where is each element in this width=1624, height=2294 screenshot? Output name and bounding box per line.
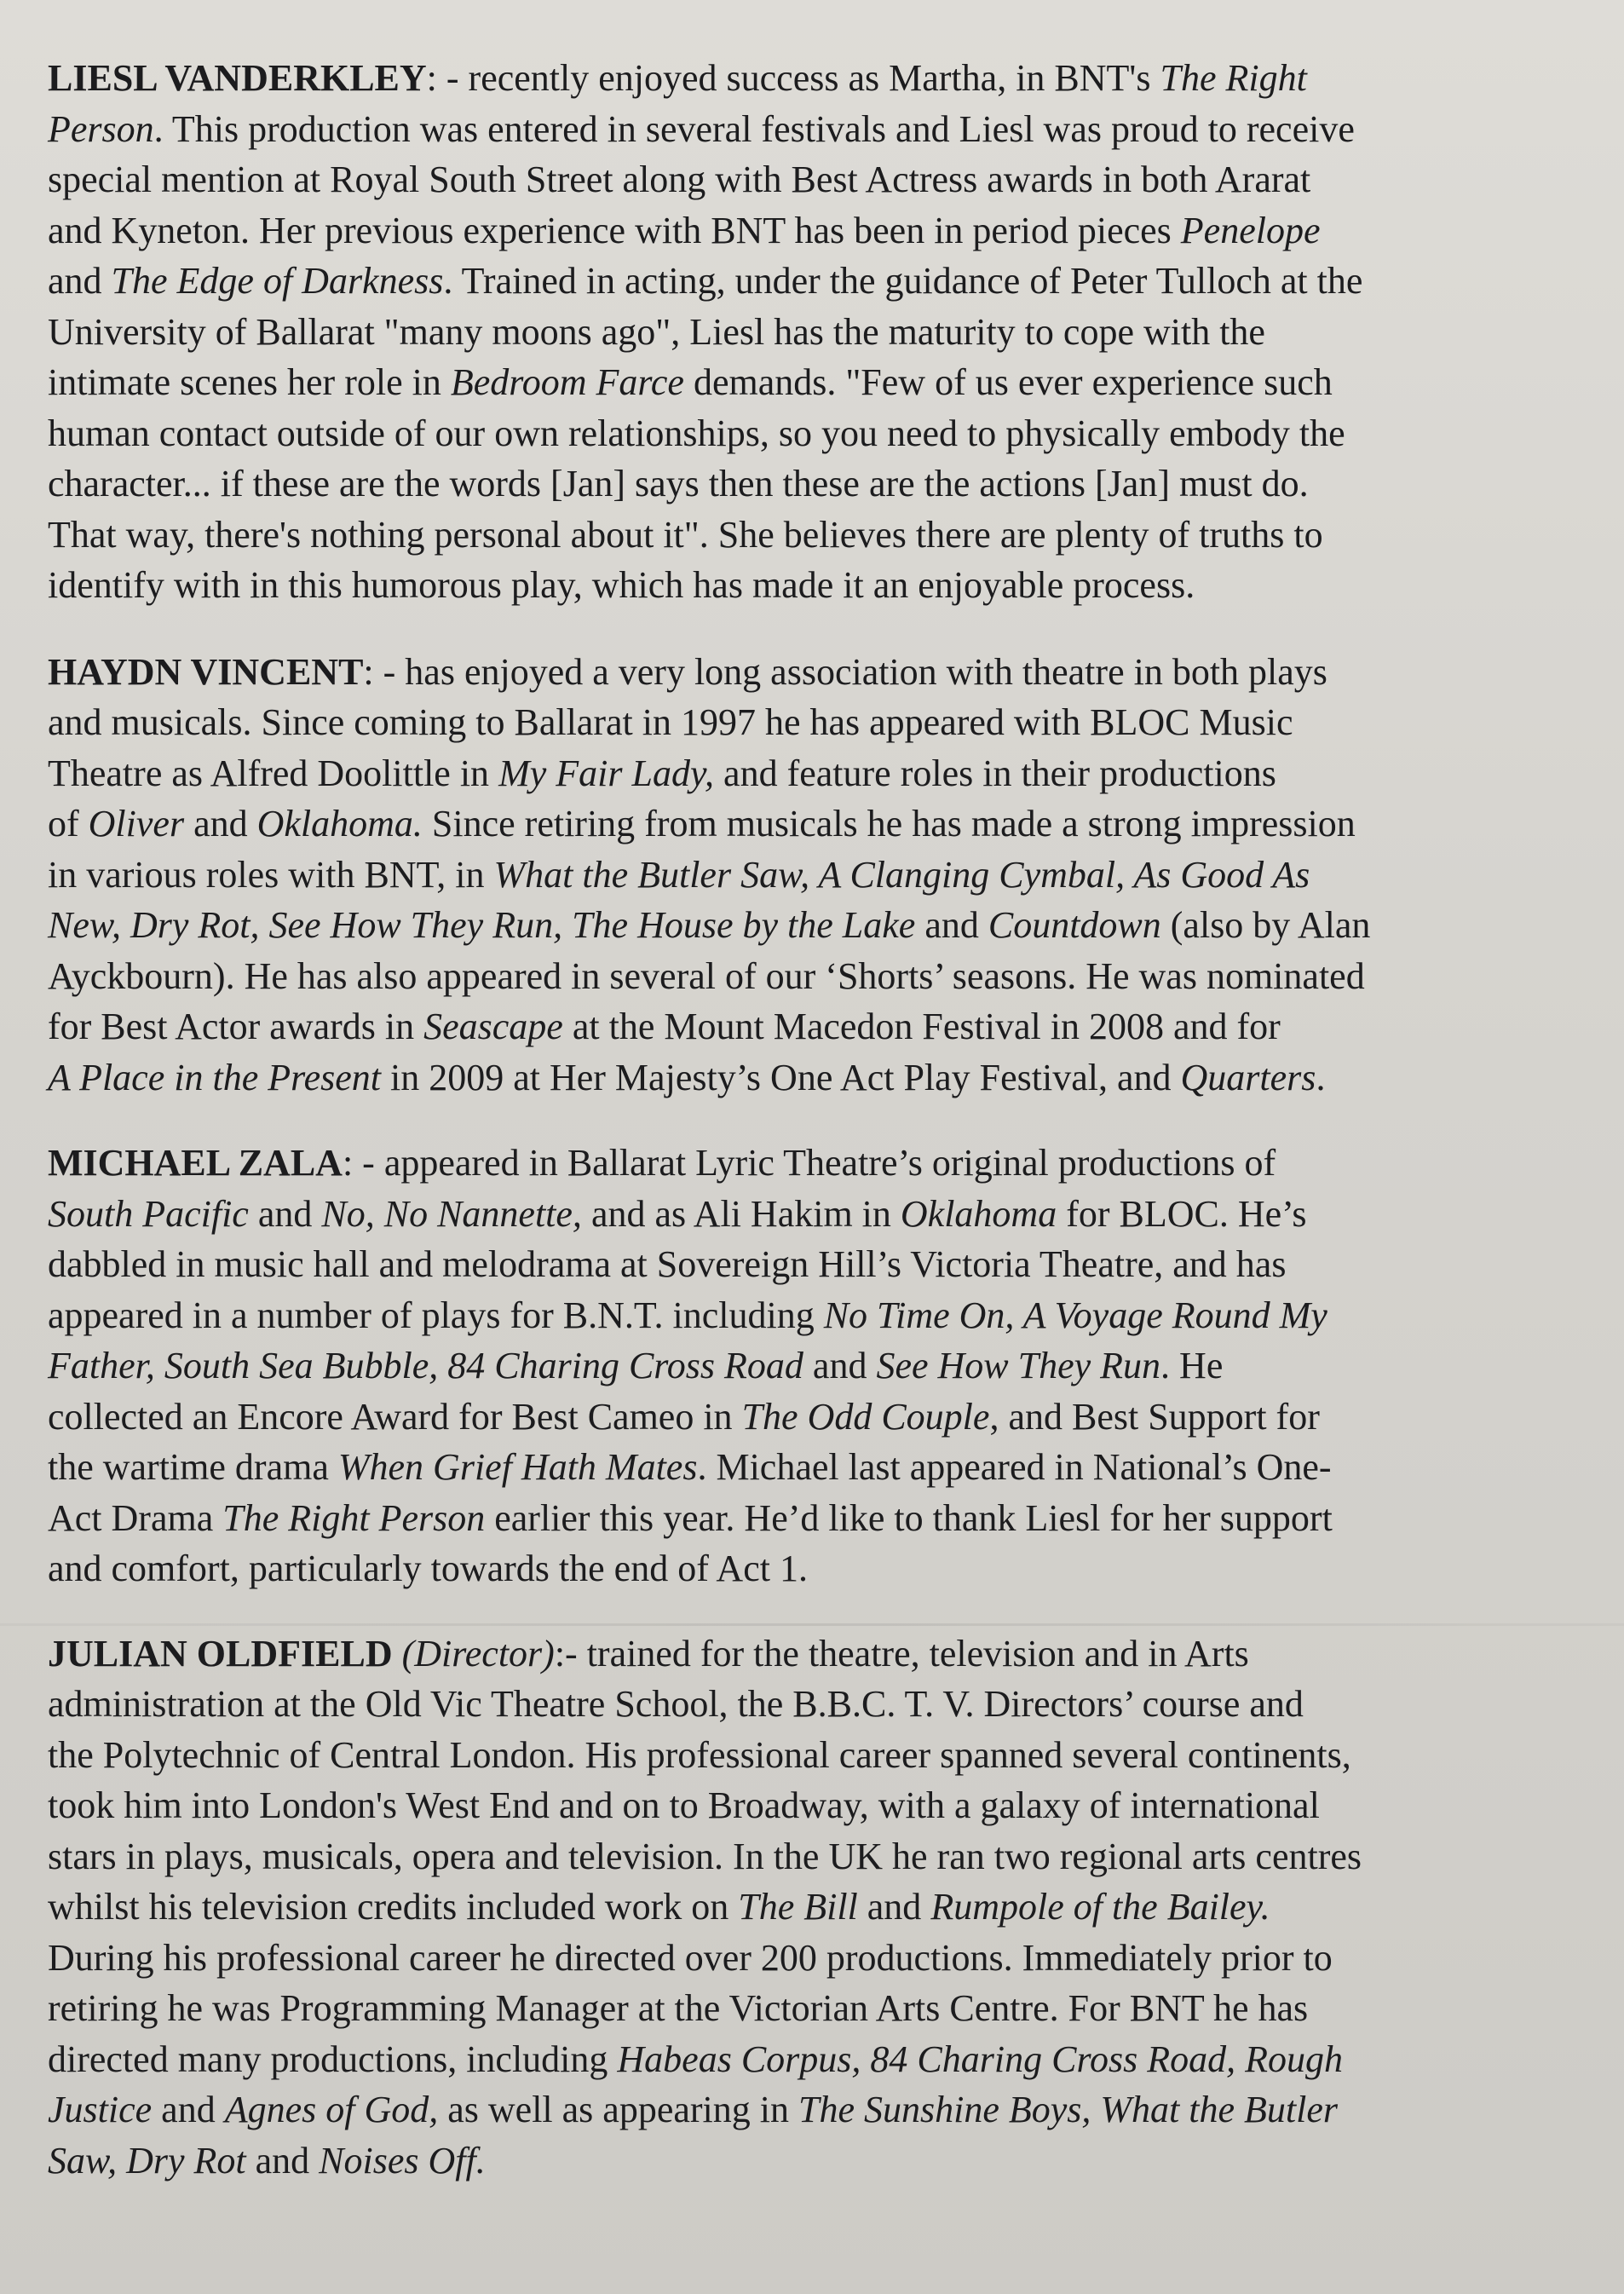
bio-text: for BLOC. He’s	[1057, 1192, 1307, 1235]
bio-text: and	[803, 1345, 877, 1386]
bio-line	[48, 1780, 1590, 1831]
bio-line	[48, 951, 1590, 1002]
bio-line	[48, 647, 1590, 698]
bio-text: Act Drama	[48, 1496, 223, 1539]
bio-line	[48, 1290, 1590, 1341]
bio-text: collected an Encore Award for Best Cameo in	[48, 1395, 742, 1438]
cast-bios	[48, 53, 1590, 2222]
bio-line	[48, 458, 1590, 510]
bio-line	[48, 2034, 1590, 2085]
bio-text: (also by Alan	[1160, 904, 1371, 946]
bio-line	[48, 1543, 1590, 1594]
bio-line	[48, 1392, 1590, 1443]
bio-text: the wartime drama	[48, 1446, 338, 1488]
bio-text: retiring he was Programming Manager at the Victorian Arts Centre. For BNT he has	[48, 1987, 1309, 2029]
bio-text: special mention at Royal South Street along with Best Actress awards in both Ararat	[48, 159, 1311, 200]
bio-text: Ayckbourn). He has also appeared in several of our ‘Shorts’ seasons. He was nominated	[48, 954, 1365, 997]
italic-title: Person	[48, 107, 154, 150]
bio-text: :- trained for the theatre, television and in Arts	[554, 1632, 1249, 1674]
bio-text: took him into London's West End and on to Broadway, with a galaxy of international	[48, 1784, 1320, 1826]
italic-title: The Edge of Darkness	[111, 260, 444, 302]
bio-text: directed many productions, including	[48, 2038, 618, 2080]
bio-line	[48, 2084, 1590, 2135]
bio-line	[48, 560, 1590, 611]
bio-text: character... if these are the words [Jan] says then these are the actions [Jan] must do.	[48, 463, 1309, 504]
italic-title: Justice	[48, 2089, 153, 2130]
bio-text	[393, 1633, 402, 1674]
italic-title: Oliver	[88, 803, 185, 844]
italic-title: New, Dry Rot, See How They Run, The House by the Lake	[48, 904, 916, 946]
bio-text: . This production was entered in several festivals and Liesl was proud to receive	[153, 107, 1355, 150]
bio-text: for Best Actor awards in	[48, 1006, 424, 1047]
italic-title: Rumpole of the Bailey.	[930, 1886, 1270, 1928]
bio-text: University of Ballarat "many moons ago", Liesl has the maturity to cope with the	[48, 310, 1265, 353]
bio-line	[48, 1138, 1590, 1189]
italic-title: No, No Nannette,	[321, 1192, 582, 1235]
bio-text: . Trained in acting, under the guidance of Peter Tulloch at the	[443, 260, 1363, 302]
bio-line	[48, 1933, 1590, 1984]
italic-title: South Pacific	[48, 1192, 249, 1235]
bio-line	[48, 1442, 1590, 1493]
bio-line	[48, 1882, 1590, 1933]
bio-line	[48, 510, 1590, 561]
bio-line	[48, 357, 1590, 408]
bio-name: MICHAEL ZALA	[48, 1142, 343, 1184]
bio-text: , and Best Support for	[989, 1395, 1320, 1438]
bio-text: and comfort, particularly towards the end of Act 1.	[48, 1548, 808, 1589]
bio-text: and	[184, 803, 257, 844]
bio-line	[48, 307, 1590, 358]
italic-title: Saw, Dry Rot	[48, 2139, 246, 2182]
bio-text: Since retiring from musicals he has made a strong impression	[422, 803, 1356, 844]
bio-line	[48, 1001, 1590, 1052]
bio-paragraph	[48, 647, 1590, 1104]
italic-title: A Place in the Present	[48, 1056, 381, 1098]
bio-text: of	[48, 803, 89, 844]
bio-paragraph	[48, 53, 1590, 611]
italic-title: (Director)	[401, 1632, 555, 1674]
bio-line	[48, 154, 1590, 205]
bio-text: : - has enjoyed a very long association with theatre in both plays	[363, 650, 1327, 693]
bio-text: appeared in a number of plays for B.N.T. including	[48, 1294, 824, 1336]
bio-line	[48, 1052, 1590, 1104]
italic-title: When Grief Hath Mates	[337, 1446, 698, 1488]
bio-text: Theatre as Alfred Doolittle in	[48, 752, 499, 794]
bio-text: and Kyneton. Her previous experience with BNT has been in period pieces	[48, 209, 1181, 251]
italic-title: No Time On, A Voyage Round My	[823, 1294, 1327, 1336]
italic-title: Penelope	[1180, 209, 1321, 251]
bio-line	[48, 256, 1590, 307]
bio-text: at the Mount Macedon Festival in 2008 and for	[562, 1006, 1281, 1047]
bio-line	[48, 798, 1590, 850]
bio-line	[48, 205, 1590, 256]
bio-line	[48, 1679, 1590, 1730]
bio-line	[48, 1340, 1590, 1392]
bio-text: : - appeared in Ballarat Lyric Theatre’s original productions of	[342, 1142, 1276, 1184]
bio-line	[48, 1239, 1590, 1290]
bio-text: : - recently enjoyed success as Martha, in BNT's	[426, 57, 1160, 99]
italic-title: Bedroom Farce	[450, 361, 684, 403]
bio-paragraph	[48, 1628, 1590, 2187]
italic-title: The Odd Couple	[741, 1395, 990, 1438]
italic-title: Father, South Sea Bubble, 84 Charing Cross Road	[48, 1345, 803, 1386]
bio-line	[48, 1730, 1590, 1781]
bio-text: and as Ali Hakim in	[581, 1192, 901, 1235]
bio-text: and	[857, 1886, 931, 1928]
bio-text: dabbled in music hall and melodrama at Sovereign Hill’s Victoria Theatre, and has	[48, 1243, 1287, 1285]
italic-title: See How They Run	[876, 1345, 1161, 1386]
italic-title: Seascape	[423, 1006, 563, 1047]
bio-text: the Polytechnic of Central London. His professional career spanned several continents,	[48, 1733, 1351, 1776]
bio-text: . Michael last appeared in National’s One-	[697, 1446, 1332, 1488]
bio-text: in various roles with BNT, in	[48, 853, 494, 896]
bio-text: human contact outside of our own relationships, so you need to physically embody the	[48, 412, 1345, 454]
bio-text: as well as appearing in	[438, 2089, 798, 2130]
bio-line	[48, 850, 1590, 901]
bio-text: and feature roles in their productions	[714, 752, 1276, 794]
bio-text: and	[245, 2139, 320, 2182]
italic-title: Agnes of God,	[224, 2089, 439, 2130]
bio-text: demands. "Few of us ever experience such	[683, 361, 1333, 403]
bio-text: and musicals. Since coming to Ballarat in 1997 he has appeared with BLOC Music	[48, 701, 1293, 743]
italic-title: The Right Person	[222, 1496, 486, 1539]
bio-text: whilst his television credits included work on	[48, 1886, 739, 1928]
bio-text: in 2009 at Her Majesty’s One Act Play Festival, and	[381, 1056, 1181, 1098]
bio-line	[48, 408, 1590, 459]
bio-text: administration at the Old Vic Theatre School, the B.B.C. T. V. Directors’ course and	[48, 1683, 1304, 1725]
bio-text: That way, there's nothing personal about it". She believes there are plenty of truths to	[48, 513, 1323, 556]
bio-text: .	[1316, 1056, 1326, 1098]
bio-line	[48, 1628, 1590, 1680]
italic-title: The Bill	[738, 1886, 858, 1928]
bio-paragraph	[48, 1138, 1590, 1594]
italic-title: Quarters	[1180, 1056, 1316, 1098]
italic-title: Oklahoma	[900, 1192, 1057, 1235]
bio-text: earlier this year. He’d like to thank Liesl for her support	[485, 1496, 1333, 1539]
italic-title: What the Butler Saw, A Clanging Cymbal, As Good As	[493, 853, 1310, 896]
bio-line	[48, 1831, 1590, 1882]
bio-line	[48, 1189, 1590, 1240]
bio-name: LIESL VANDERKLEY	[48, 57, 427, 99]
bio-name: HAYDN VINCENT	[48, 650, 364, 693]
italic-title: The Right	[1160, 57, 1307, 99]
italic-title: My Fair Lady,	[498, 752, 715, 794]
italic-title: The Sunshine Boys, What the Butler	[798, 2089, 1338, 2130]
bio-text: and	[152, 2089, 225, 2130]
bio-line	[48, 697, 1590, 748]
bio-line	[48, 53, 1590, 104]
bio-text: and	[915, 904, 988, 946]
bio-text: identify with in this humorous play, which has made it an enjoyable process.	[48, 564, 1195, 606]
bio-text: . He	[1160, 1345, 1224, 1386]
bio-text: During his professional career he directed over 200 productions. Immediately prior to	[48, 1936, 1333, 1979]
bio-text: intimate scenes her role in	[48, 361, 451, 403]
bio-text: and	[48, 260, 112, 302]
bio-line	[48, 1493, 1590, 1544]
bio-text: stars in plays, musicals, opera and television. In the UK he ran two regional arts centres	[48, 1835, 1362, 1877]
bio-line	[48, 748, 1590, 799]
bio-line	[48, 1983, 1590, 2034]
bio-text: and	[248, 1192, 322, 1235]
italic-title: Habeas Corpus, 84 Charing Cross Road, Rough	[617, 2038, 1343, 2080]
bio-line	[48, 2135, 1590, 2187]
italic-title: Countdown	[988, 904, 1161, 946]
bio-line	[48, 104, 1590, 155]
bio-name: JULIAN OLDFIELD	[48, 1632, 393, 1674]
bio-line	[48, 900, 1590, 951]
italic-title: Noises Off.	[319, 2139, 486, 2182]
italic-title: Oklahoma.	[256, 803, 423, 844]
